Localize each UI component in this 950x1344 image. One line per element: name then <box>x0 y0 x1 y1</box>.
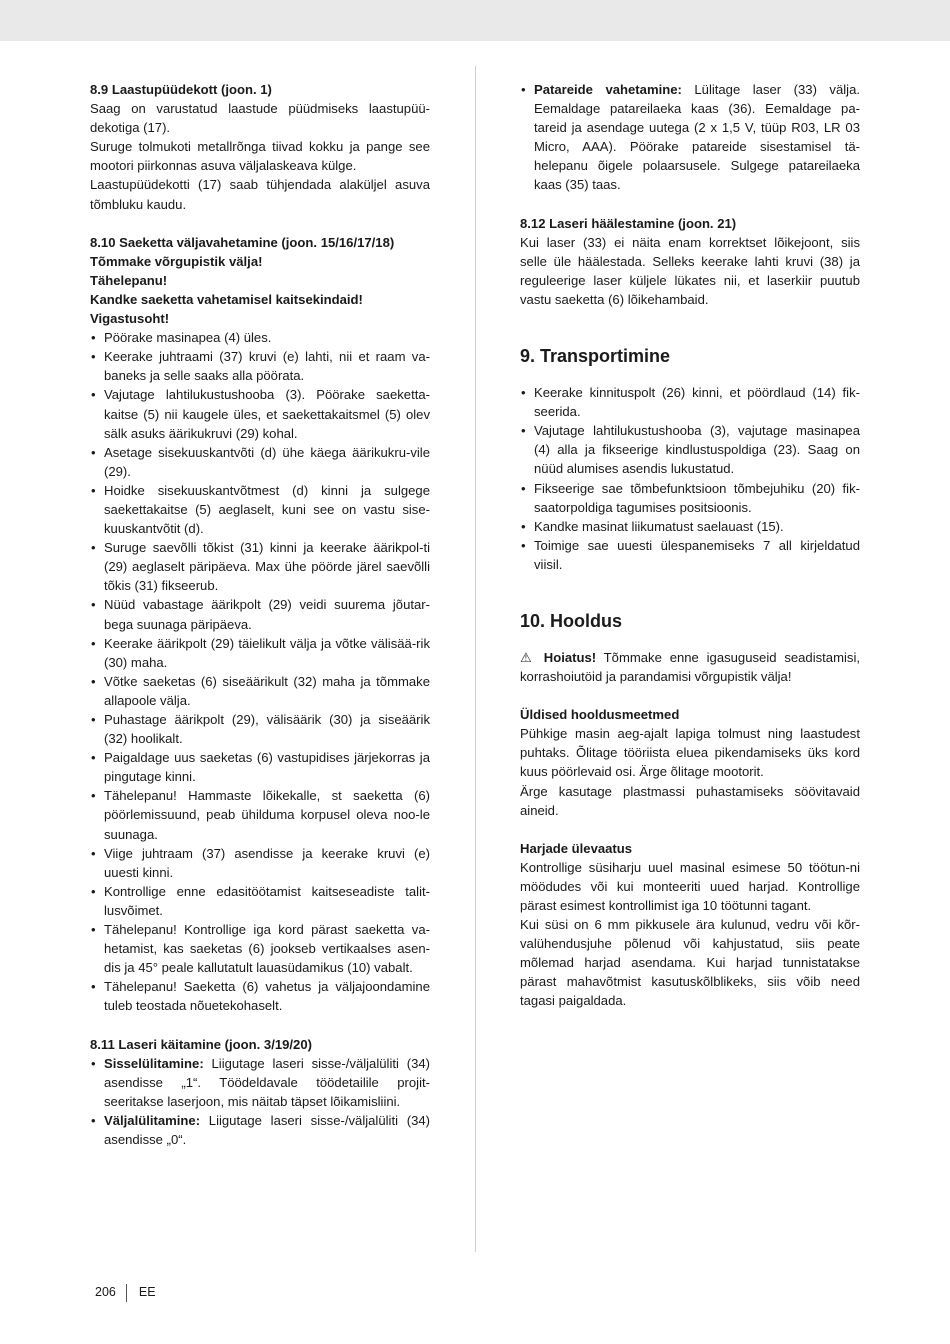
list-item: • Keerake kinnituspolt (26) kinni, et pöördlaud (14) fik-seerida. <box>520 383 860 421</box>
list-item: • Suruge saevõlli tõkist (31) kinni ja keerake äärikpol-ti (29) aeglaselt päripäeva. Max ühe pöörde järel saevõlli tõkis (31) fikseerub. <box>90 538 430 595</box>
section-8-10-heading: 8.10 Saeketta väljavahetamine (joon. 15/16/17/18) <box>90 234 395 250</box>
list-item: • Nüüd vabastage äärikpolt (29) veidi suurema jõutar-bega suunaga päripäeva. <box>90 595 430 633</box>
page-number: 206 <box>95 1285 116 1299</box>
battery-text: Lülitage laser (33) välja. Eemaldage patareilaeka kaas (36). Eemaldage pa-tareid ja asendage uutega (2 x 1,5 V, tüüp R03, LR 03 Micro, AAA). Pöörake patareide sisestamisel tä-helepanu õigele polaarsusele. Sulgege patareilaeka kaas (35) taas. <box>534 82 861 193</box>
section-8-9-heading: 8.9 Laastupüüdekott (joon. 1) <box>90 82 272 97</box>
section-8-10-list <box>90 328 430 1015</box>
list-item: • Tähelepanu! Kontrollige iga kord pärast saeketta va-hetamist, kas saeketas (6) jookseb vertikaalses asen-dis ja 45° peale kallutatult lauasüdamikus (10) vabalt. <box>90 920 430 977</box>
left-column <box>90 80 430 1149</box>
section-8-9-line: Suruge tolmukoti metallrõnga tiivad kokku ja pange see <box>90 139 430 155</box>
right-column <box>520 80 860 1011</box>
footer-separator <box>126 1284 127 1302</box>
warning-injury: Vigastusoht! <box>90 311 170 327</box>
laser-on-text: Liigutage laseri sisse-/väljalüliti (34) asendisse „1“. Töödeldavale töödetailile projit-seeritakse laserjoon, mis näitab täpset lõikamisliini. <box>104 1055 430 1109</box>
list-item: • Paigaldage uus saeketas (6) vastupidises järjekorras ja pingutage kinni. <box>90 748 430 786</box>
section-8-9-body <box>90 99 430 214</box>
list-item: • Pöörake masinapea (4) üles. <box>90 328 430 347</box>
maintenance-warning <box>520 648 860 686</box>
list-item: • Keerake juhtraami (37) kruvi (e) lahti, nii et raam va-baneks ja selle saaks alla pöörata. <box>90 347 430 385</box>
column-divider <box>475 66 476 1252</box>
list-item-laser-off <box>90 1111 430 1149</box>
warning-gloves: Kandke saeketta vahetamisel kaitsekindaid! <box>90 291 363 307</box>
battery-label: Patareide vahetamine: <box>534 82 682 97</box>
list-item-laser-on <box>90 1054 430 1111</box>
section-8-12-line: selle üle häälestada. Selleks keerake lahti kruvi (38) ja <box>520 253 860 269</box>
list-item: • Vajutage lahtilukustushooba (3), vajutage masinapea (4) alla ja fikseerige kindlustuspoldiga (23). Saag on nüüd alumises asendis lukustatud. <box>520 421 860 478</box>
page-footer <box>95 1283 156 1302</box>
laser-off-label: Väljalülitamine: <box>104 1112 201 1128</box>
warning-text: Tõmmake enne igasuguseid seadistamisi, korrashoiutöid ja parandamisi võrgupistik välja! <box>520 649 861 685</box>
section-8-9-line: tõmbluku kaudu. <box>90 196 187 212</box>
list-item: • Tähelepanu! Hammaste lõikekalle, st saeketta (6) pöörlemissuund, peab ühilduma korpusel oleva noo-le suunaga. <box>90 786 430 843</box>
section-8-9-line: Saag on varustatud laastude püüdmiseks laastupüü- <box>90 101 430 117</box>
list-item: • Tähelepanu! Saeketta (6) vahetus ja väljajoondamine tuleb teostada nõuetekohaselt. <box>90 977 430 1015</box>
section-8-9-line: Laastupüüdekotti (17) saab tühjendada alaküljel asuva <box>90 177 430 193</box>
list-item: • Asetage sisekuuskantvõti (d) ühe käega äärikukru-vile (29). <box>90 443 430 481</box>
warning-icon: ⚠ <box>520 649 536 665</box>
section-8-9-line: mootori piirkonnas asuva väljalaskeava külge. <box>90 158 357 174</box>
warning-label: Hoiatus! <box>543 649 597 665</box>
list-item: • Toimige sae uuesti ülespanemiseks 7 all kirjeldatud viisil. <box>520 536 860 574</box>
list-item: • Keerake äärikpolt (29) täielikult välja ja võtke välisää-rik (30) maha. <box>90 634 430 672</box>
language-code: EE <box>138 1285 156 1299</box>
section-10-heading: 10. Hooldus <box>520 610 623 631</box>
list-item: • Fikseerige sae tõmbefunktsioon tõmbejuhiku (20) fik-saatorpoldiga tagumises positsioonis. <box>520 479 860 517</box>
list-item: • Kontrollige enne edasitöötamist kaitseseadiste talit-lusvõimet. <box>90 882 430 920</box>
brush-inspection-text: Kui süsi on 6 mm pikkusele ära kulunud, vedru või kõr-valühendusjuhe põlenud või kahjustatud, siis peate mõlemad harjad asendama. Kui harjad tunnistatakse pärast mahavõtmist kasutuskõlblikeks, siis võib need tagasi paigaldada. <box>520 917 860 1009</box>
laser-off-text: Liigutage laseri sisse-/väljalüliti (34) asendisse „0“. <box>104 1112 430 1147</box>
section-8-12-body <box>520 233 860 309</box>
section-8-9-line: dekotiga (17). <box>90 120 171 136</box>
general-maintenance-heading: Üldised hooldusmeetmed <box>520 707 680 723</box>
list-item-battery <box>520 80 860 195</box>
battery-list <box>520 80 860 195</box>
list-item: • Kandke masinat liikumatust saelauast (15). <box>520 517 860 536</box>
section-9-heading: 9. Transportimine <box>520 346 671 367</box>
section-8-12-line: vastu saeketta (6) lõikehambaid. <box>520 291 709 307</box>
list-item: • Hoidke sisekuuskantvõtmest (d) kinni ja sulgege saekettakaitse (5) aeglaselt, kuni see on vastu sise-kuuskantvõtit (d). <box>90 481 430 538</box>
warning-unplug: Tõmmake võrgupistik välja! <box>90 253 263 269</box>
top-header-bar <box>0 0 950 41</box>
list-item: • Puhastage äärikpolt (29), välisäärik (30) ja siseäärik (32) hoolikalt. <box>90 710 430 748</box>
section-8-12-line: Kui laser (33) ei näita enam korrektset lõikejoont, siis <box>520 234 860 250</box>
laser-on-label: Sisselülitamine: <box>104 1055 204 1071</box>
section-8-11-heading: 8.11 Laseri käitamine (joon. 3/19/20) <box>90 1036 312 1052</box>
section-8-11-list <box>90 1054 430 1149</box>
list-item: • Viige juhtraam (37) asendisse ja keerake kruvi (e) uuesti kinni. <box>90 844 430 882</box>
section-8-12-heading: 8.12 Laseri häälestamine (joon. 21) <box>520 215 737 231</box>
list-item: • Võtke saeketas (6) siseäärikult (32) maha ja tõmmake allapoole välja. <box>90 672 430 710</box>
section-9-list <box>520 383 860 574</box>
general-maintenance-text: Ärge kasutage plastmassi puhastamiseks söövitavaid aineid. <box>520 783 860 818</box>
brush-inspection-heading: Harjade ülevaatus <box>520 840 633 856</box>
list-item: • Vajutage lahtilukustushooba (3). Pöörake saeketta-kaitse (5) nii kaugele üles, et saekettakaitsmel (5) olev sälk asuks äärikukruvi (29) kohal. <box>90 385 430 442</box>
section-8-12-line: reguleerige laser küljele lükates nii, et laserkiir puutub <box>520 272 860 288</box>
brush-inspection-text: Kontrollige süsiharju uuel masinal esimese 50 töötun-ni möödudes või kui monteeriti uued harjad. Kontrollige pärast esimest kontrollimist iga 10 töötunni tagant. <box>520 859 860 913</box>
warning-attention: Tähelepanu! <box>90 272 168 288</box>
general-maintenance-text: Pühkige masin aeg-ajalt lapiga tolmust ning laastudest puhtaks. Õlitage tööriista eluea pikendamiseks üks kord kuus pöörlevaid osi. Ärge õlitage mootorit. <box>520 726 860 780</box>
